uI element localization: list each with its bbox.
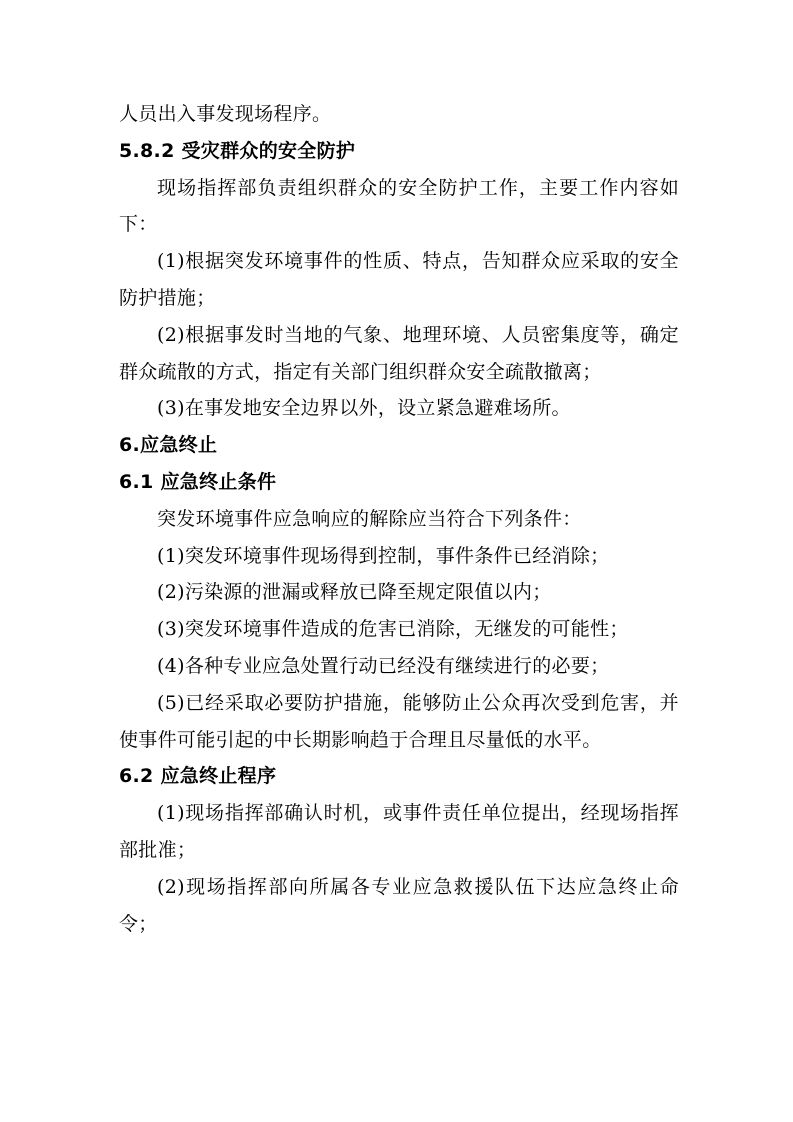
list-item: (5)已经采取必要防护措施，能够防止公众再次受到危害，并使事件可能引起的中长期影响趋于合理且尽量低的水平。 xyxy=(119,691,679,751)
list-item: (3)在事发地安全边界以外，设立紧急避难场所。 xyxy=(157,397,571,420)
paragraph-intro: 突发环境事件应急响应的解除应当符合下列条件： xyxy=(157,507,582,530)
section-heading-5-8-2: 5.8.2 受灾群众的安全防护 xyxy=(119,139,356,162)
list-item: (2)根据事发时当地的气象、地理环境、人员密集度等，确定群众疏散的方式，指定有关部门组织群众安全疏散撤离； xyxy=(119,323,679,383)
paragraph-continuation: 人员出入事发现场程序。 xyxy=(119,103,332,125)
paragraph-intro: 现场指挥部负责组织群众的安全防护工作，主要工作内容如下： xyxy=(119,176,679,236)
document-body xyxy=(119,96,679,942)
list-item: (1)根据突发环境事件的性质、特点，告知群众应采取的安全防护措施； xyxy=(119,250,679,309)
list-item: (2)污染源的泄漏或释放已降至规定限值以内； xyxy=(157,581,552,604)
list-item: (1)现场指挥部确认时机，或事件责任单位提出，经现场指挥部批准； xyxy=(119,802,679,861)
section-heading-6-1: 6.1 应急终止条件 xyxy=(119,470,277,493)
section-heading-6-2: 6.2 应急终止程序 xyxy=(119,765,277,788)
list-item: (1)突发环境事件现场得到控制，事件条件已经消除； xyxy=(157,544,610,567)
list-item: (3)突发环境事件造成的危害已消除，无继发的可能性； xyxy=(157,618,629,641)
list-item: (4)各种专业应急处置行动已经没有继续进行的必要； xyxy=(157,654,610,677)
list-item: (2)现场指挥部向所属各专业应急救援队伍下达应急终止命令； xyxy=(119,875,679,935)
section-heading-6: 6.应急终止 xyxy=(119,434,218,457)
